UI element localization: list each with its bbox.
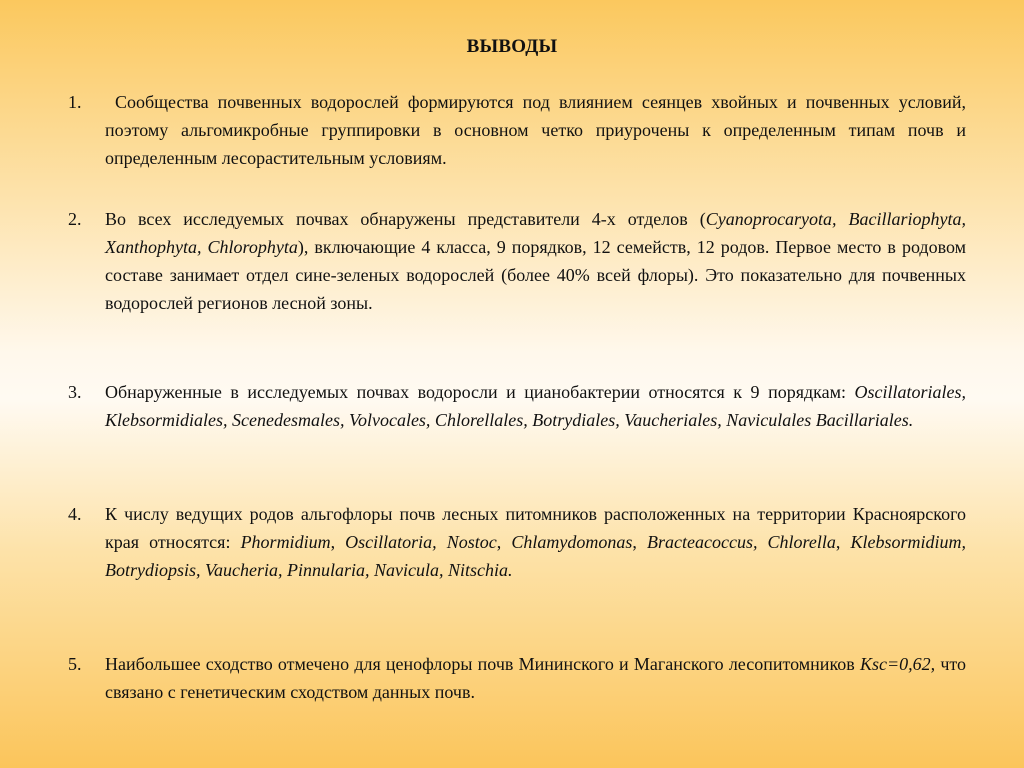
taxon-names: Oscillatoria, Nostoc	[345, 532, 497, 552]
item-number: 5.	[68, 654, 82, 674]
conclusion-item-3	[68, 378, 966, 434]
slide-title: ВЫВОДЫ	[466, 36, 558, 57]
conclusion-item-2	[68, 205, 966, 317]
taxon-names: Phormidium	[240, 532, 331, 552]
item-number: 3.	[68, 382, 82, 402]
item-text: Во всех исследуемых почвах обнаружены представители 4-х отделов (Cyanoprocaryota, Bacillariophyta, Xanthophyta, Chlorophyta), включающие 4 класса, 9 порядков, 12 семейств, 12 родов. Первое место в родовом составе занимает отдел сине-зеленых водорослей (более 40% всей флоры). Это показательно для почвенных водорослей регионов лесной зоны.	[105, 209, 967, 313]
similarity-coefficient: Ksc=0,62,	[859, 654, 936, 674]
item-text: К числу ведущих родов альгофлоры почв лесных питомников расположенных на территории Красноярского края относятся: Phormidium, Oscillatoria, Nostoc, Chlamydomonas, Bracteacoccus, Chlorella, Klebsormidium, Botrydiopsis, Vaucheria, Pinnularia, Navicula, Nitschia.	[105, 504, 967, 580]
taxon-names: Bracteacoccus, Chlorella	[647, 532, 836, 552]
item-text: Наибольшее сходство отмечено для ценофлоры почв Мининского и Маганского лесопитомников Ksc=0,62, что связано с генетическим сходством данных почв.	[105, 654, 966, 702]
conclusion-item-5	[68, 650, 966, 706]
taxon-names: Chlamydomonas	[511, 532, 633, 552]
item-text: Сообщества почвенных водорослей формируются под влиянием сеянцев хвойных и почвенных условий, поэтому альгомикробные группировки в основном четко приурочены к определенным типам почв и определенным лесорастительным условиям.	[105, 92, 966, 168]
item-text: Обнаруженные в исследуемых почвах водоросли и цианобактерии относятся к 9 порядкам: Oscillatoriales, Klebsormidiales, Scenedesmales, Volvocales, Chlorellales, Botrydiales, Vaucheriales, Naviculales Bacillariales.	[105, 382, 966, 430]
item-number: 1.	[68, 92, 82, 112]
item-number: 2.	[68, 209, 82, 229]
conclusion-item-4	[68, 500, 966, 584]
taxon-names: Cyanoprocaryota, Bacillariophyta, Xanthophyta, Chlorophyta	[105, 209, 966, 257]
item-number: 4.	[68, 504, 82, 524]
conclusion-item-1	[68, 88, 966, 172]
taxon-names: Oscillatoriales, Klebsormidiales, Scenedesmales, Volvocales, Chlorellales, Botrydiales, Vaucheriales, Naviculales Bacillariales.	[105, 382, 966, 430]
taxon-names: Klebsormidium, Botrydiopsis, Vaucheria, Pinnularia, Navicula, Nitschia.	[105, 532, 967, 580]
